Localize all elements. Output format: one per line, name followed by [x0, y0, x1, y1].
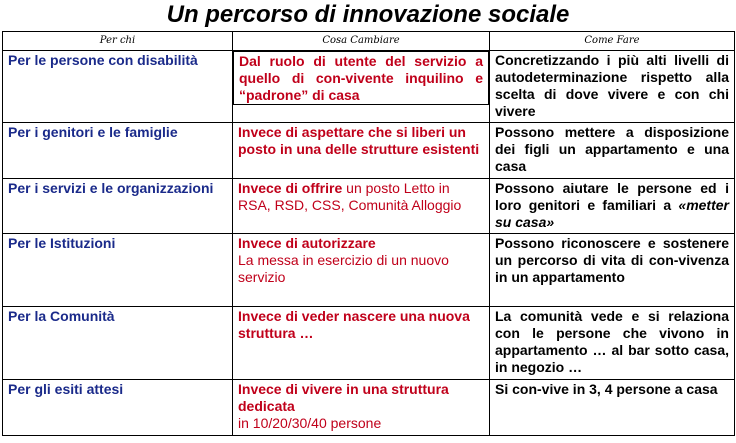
row-how-italic: «metter su casa» [495, 197, 729, 230]
row-how [490, 179, 735, 234]
row-how-text: Si con-vive in 3, 4 persone a casa [495, 381, 718, 397]
row-what [233, 380, 490, 436]
innovation-table [2, 31, 735, 436]
row-how [490, 123, 735, 179]
header-per-chi: Per chi [3, 32, 233, 51]
row-what-bold: Dal ruolo di utente del servizio a quello di con-vivente inquilino e “padrone” di casa [239, 53, 483, 103]
table-row [3, 51, 735, 123]
row-how-text: La comunità vede e si relaziona con le persone che vivono in appartamento … al bar sotto casa, in negozio … [495, 308, 729, 375]
row-how [490, 51, 735, 123]
row-what-plain: in 10/20/30/40 persone [238, 415, 382, 431]
table-row [3, 123, 735, 179]
table-row [3, 179, 735, 234]
table-header-row [3, 32, 735, 51]
row-who: Per i genitori e le famiglie [3, 123, 233, 179]
row-how-text: Possono riconoscere e sostenere un percorso di vita di con-vivenza in un appartamento [495, 235, 729, 285]
row-what-plain: La messa in esercizio di un nuovo servizio [238, 252, 449, 285]
row-how [490, 380, 735, 436]
row-what [233, 234, 490, 307]
row-how [490, 234, 735, 307]
table-row [3, 307, 735, 380]
row-what [233, 307, 490, 380]
header-cosa-cambiare: Cosa Cambiare [233, 32, 490, 51]
row-what-plain: un posto Letto in RSA, RSD, CSS, Comunità Alloggio [238, 180, 462, 213]
row-who: Per le persone con disabilità [3, 51, 233, 123]
row-what [233, 123, 490, 179]
table-row [3, 380, 735, 436]
row-how-text: Concretizzando i più alti livelli di autodeterminazione rispetto alla scelta di dove vivere e con chi vivere [495, 52, 729, 119]
row-who: Per la Comunità [3, 307, 233, 380]
row-what-bold: Invece di vivere in una struttura dedicata [238, 381, 449, 414]
row-who: Per i servizi e le organizzazioni [3, 179, 233, 234]
row-how [490, 307, 735, 380]
row-what-bold: Invece di aspettare che si liberi un posto in una delle strutture esistenti [238, 124, 480, 157]
row-how-text: Possono aiutare le persone ed i loro genitori e familiari a [495, 180, 729, 213]
row-what-bold: Invece di veder nascere una nuova struttura … [238, 308, 470, 341]
row-how-text: Possono mettere a disposizione dei figli un appartamento e una casa [495, 124, 729, 174]
row-what-bold: Invece di autorizzare [238, 235, 376, 251]
header-come-fare: Come Fare [490, 32, 735, 51]
row-who: Per le Istituzioni [3, 234, 233, 307]
row-what-bold: Invece di offrire [238, 180, 343, 196]
row-what [233, 51, 489, 105]
page-title: Un percorso di innovazione sociale [166, 1, 570, 28]
row-what [233, 179, 490, 234]
row-who: Per gli esiti attesi [3, 380, 233, 436]
table-row [3, 234, 735, 307]
